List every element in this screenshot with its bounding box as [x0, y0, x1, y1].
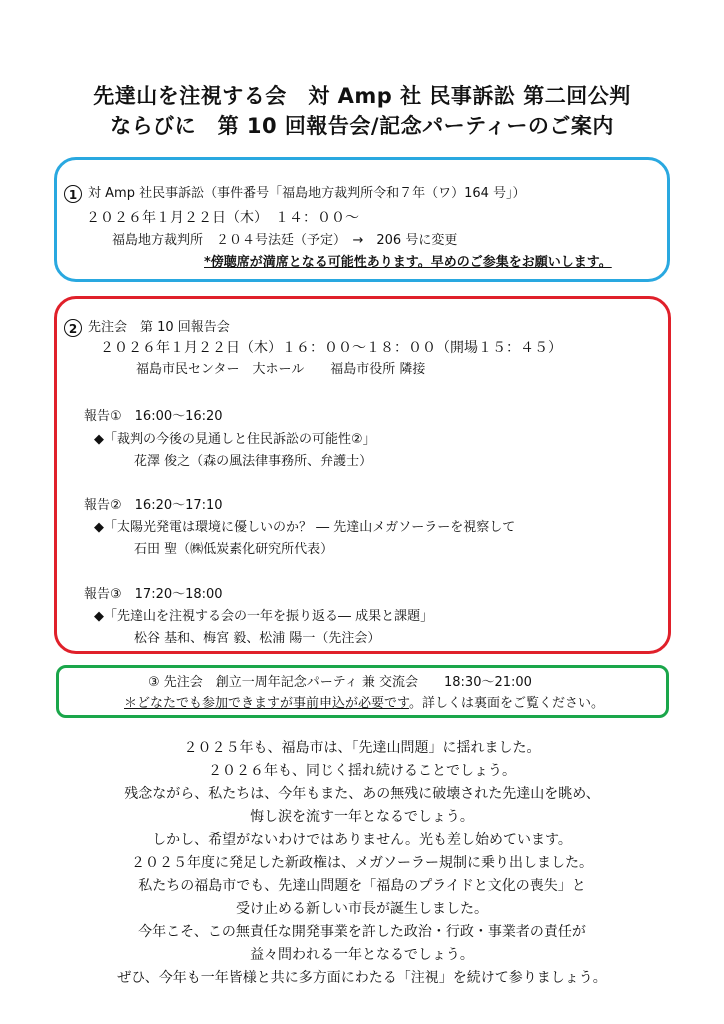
- report-1-topic: ◆「裁判の今後の見通しと住民訴訟の可能性②」: [94, 432, 376, 447]
- message-line-11: ぜひ、今年も一年皆様と共に多方面にわたる「注視」を続けて参りましょう。: [117, 970, 607, 986]
- report-3-label: 報告③ 17:20～18:00: [84, 587, 223, 602]
- message-line-1: ２０２５年も、福島市は、「先達山問題」に揺れました。: [183, 740, 541, 756]
- section1-heading: 対 Amp 社民事訴訟（事件番号「福島地方裁判所令和７年（ワ）164 号」）: [88, 186, 526, 201]
- report-2-label: 報告② 16:20～17:10: [84, 498, 223, 513]
- section2-heading: 先注会 第 10 回報告会: [88, 320, 230, 335]
- message-line-9: 今年こそ、この無責任な開発事業を許した政治・行政・事業者の責任が: [138, 924, 586, 940]
- section2-heading-row: [64, 316, 230, 337]
- section3-note-rest: 。詳しくは裏面をご覧ください。: [408, 696, 604, 711]
- report-1-speaker: 花澤 俊之（森の風法律事務所、弁護士）: [134, 454, 373, 469]
- message-line-10: 益々問われる一年となるでしょう。: [250, 947, 474, 963]
- section2-datetime: ２０２６年１月２２日（木）１６：００～１８：００（開場１５：４５）: [100, 340, 562, 356]
- message-line-4: 悔し涙を流す一年となるでしょう。: [250, 809, 474, 825]
- section2-venue: 福島市民センター 大ホール 福島市役所 隣接: [136, 362, 426, 377]
- report-3-speaker: 松谷 基和、梅宮 毅、松浦 陽一（先注会）: [134, 631, 381, 646]
- section3-line1: ③ 先注会 創立一周年記念パーティ 兼 交流会 18:30～21:00: [148, 675, 532, 690]
- message-line-3: 残念ながら、私たちは、今年もまた、あの無残に破壊された先達山を眺め、: [124, 786, 600, 802]
- section3-note-underlined: ＊どなたでも参加できますが事前申込が必要です: [124, 696, 409, 711]
- report-2-topic: ◆「太陽光発電は環境に優しいのか？ ― 先達山メガソーラーを視察して: [94, 520, 516, 535]
- section1-heading-row: [64, 182, 526, 203]
- report-1-label: 報告① 16:00～16:20: [84, 409, 223, 424]
- report-3-topic: ◆「先達山を注視する会の一年を振り返る― 成果と課題」: [94, 609, 434, 624]
- section2-number: 2: [64, 319, 82, 337]
- message-line-7: 私たちの福島市でも、先達山問題を「福島のプライドと文化の喪失」と: [138, 878, 586, 894]
- section1-note: *傍聴席が満席となる可能性あります。早めのご参集をお願いします。: [204, 255, 612, 270]
- message-line-8: 受け止める新しい市長が誕生しました。: [236, 901, 488, 917]
- report-2-speaker: 石田 聖（㈱低炭素化研究所代表）: [134, 542, 334, 557]
- message-line-5: しかし、希望がないわけではありません。光も差し始めています。: [152, 832, 572, 848]
- message-line-2: ２０２６年も、同じく揺れ続けることでしょう。: [208, 763, 516, 779]
- page-title-line2: ならびに 第 10 回報告会/記念パーティーのご案内: [110, 114, 614, 138]
- section1-number: 1: [64, 185, 82, 203]
- section3-note-row: [124, 692, 604, 711]
- section1-venue: 福島地方裁判所 ２０４号法廷（予定） → 206 号に変更: [112, 233, 458, 248]
- section1-datetime: ２０２６年１月２２日（木） １４：００～: [86, 210, 359, 226]
- message-line-6: ２０２５年度に発足した新政権は、メガソーラー規制に乗り出しました。: [131, 855, 593, 871]
- page-title-line1: 先達山を注視する会 対 Amp 社 民事訴訟 第二回公判: [93, 84, 631, 108]
